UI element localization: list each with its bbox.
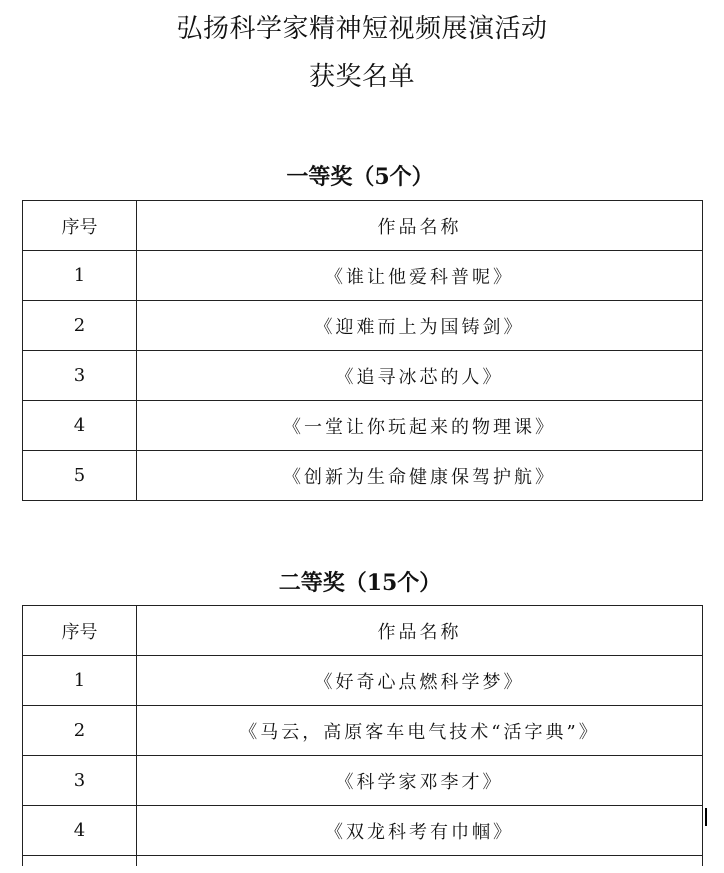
- row-no: 4: [23, 401, 137, 451]
- text-cursor: [705, 808, 707, 826]
- table-row: [23, 656, 703, 706]
- table-row-partial: [23, 856, 703, 867]
- row-no: 1: [23, 656, 137, 706]
- row-name: 《谁让他爱科普呢》: [137, 251, 703, 301]
- row-name: 《创新为生命健康保驾护航》: [137, 451, 703, 501]
- row-name: 《科学家邓李才》: [137, 756, 703, 806]
- table-header-row: [23, 606, 703, 656]
- row-name: 《马云，高原客车电气技术“活字典”》: [137, 706, 703, 756]
- row-name: 《一堂让你玩起来的物理课》: [137, 401, 703, 451]
- first-prize-heading: 一等奖（5个）: [286, 164, 434, 190]
- row-name: 《双龙科考有巾帼》: [137, 806, 703, 856]
- row-no: 2: [23, 301, 137, 351]
- table-row: [23, 351, 703, 401]
- row-name: 《追寻冰芯的人》: [137, 351, 703, 401]
- table-row: [23, 301, 703, 351]
- row-no: 2: [23, 706, 137, 756]
- second-prize-table: [22, 605, 703, 866]
- row-no: 3: [23, 351, 137, 401]
- row-name-empty: [137, 856, 703, 867]
- row-no: 5: [23, 451, 137, 501]
- row-no-empty: [23, 856, 137, 867]
- table-row: [23, 251, 703, 301]
- header-no: 序号: [23, 201, 137, 251]
- header-name: 作品名称: [137, 201, 703, 251]
- table-row: [23, 706, 703, 756]
- header-name: 作品名称: [137, 606, 703, 656]
- title-line-2: 获奖名单: [308, 62, 415, 92]
- second-prize-heading: 二等奖（15个）: [278, 570, 442, 596]
- row-no: 1: [23, 251, 137, 301]
- header-no: 序号: [23, 606, 137, 656]
- first-prize-table: [22, 200, 703, 501]
- row-name: 《好奇心点燃科学梦》: [137, 656, 703, 706]
- table-row: [23, 401, 703, 451]
- title-line-1: 弘扬科学家精神短视频展演活动: [176, 14, 548, 44]
- table-row: [23, 756, 703, 806]
- row-no: 4: [23, 806, 137, 856]
- row-no: 3: [23, 756, 137, 806]
- table-row: [23, 451, 703, 501]
- table-header-row: [23, 201, 703, 251]
- table-row: [23, 806, 703, 856]
- row-name: 《迎难而上为国铸剑》: [137, 301, 703, 351]
